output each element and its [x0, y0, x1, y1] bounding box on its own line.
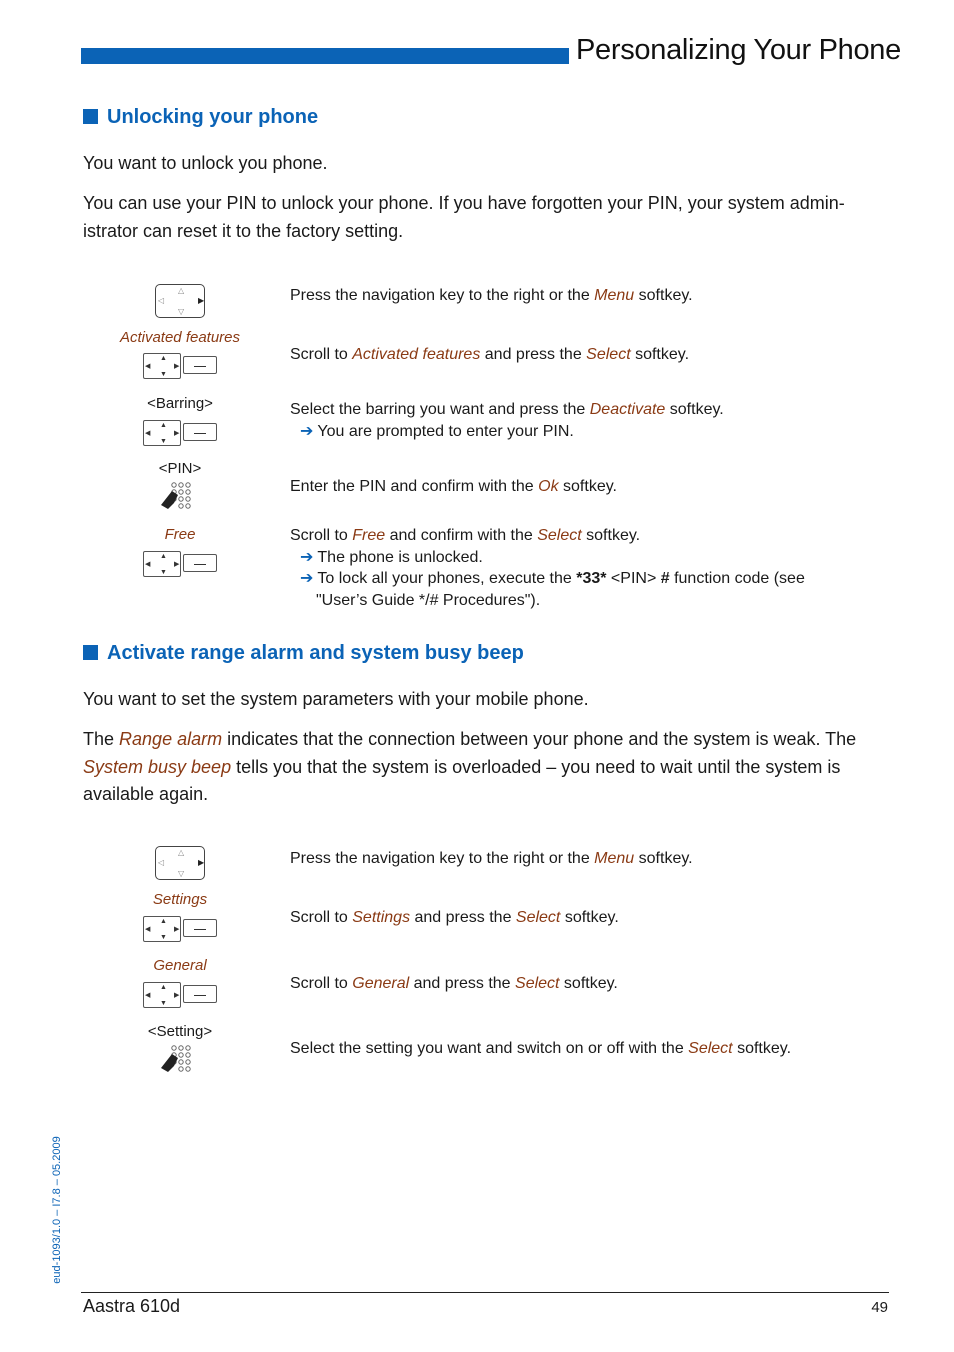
step-text: Select the barring you want and press the Deactivate softkey. ➔ You are prompted to enter your PIN.	[290, 399, 724, 442]
nav-right-key-icon: △ ▽ ◁ ▶	[155, 846, 205, 880]
footer-product: Aastra 610d	[83, 1296, 181, 1316]
step-label: <Barring>	[147, 395, 213, 412]
result-arrow-icon: ➔	[300, 548, 314, 566]
step-label: Activated features	[119, 329, 241, 346]
softkey-icon	[183, 356, 217, 374]
section-heading-unlocking	[83, 106, 318, 129]
section-heading-range-alarm	[83, 642, 524, 665]
result-arrow-icon: ➔	[300, 422, 314, 440]
section2-paragraph: The Range alarm indicates that the connection between your phone and the system is weak. The System busy beep tells you that the system is overloaded – you need to wait until the system is available again.	[83, 729, 857, 804]
nav-right-key-icon: △ ▽ ◁ ▶	[155, 284, 205, 318]
softkey-icon	[183, 554, 217, 572]
navigation-pad-icon: ▲ ▼ ◀ ▶	[145, 918, 180, 941]
step-text: Scroll to Free and confirm with the Select softkey. ➔ The phone is unlocked. ➔ To lock all your phones, execute the *33* <PIN> # function code (see "User’s Guide */# Procedures").	[290, 525, 805, 611]
step-result: ➔ To lock all your phones, execute the *33* <PIN> # function code (see	[300, 570, 805, 587]
section-heading-text: Unlocking your phone	[107, 106, 319, 128]
header-bar	[81, 48, 569, 64]
step-text: Press the navigation key to the right or the Menu softkey.	[290, 287, 693, 304]
section-bullet-icon	[83, 109, 98, 124]
section1-intro: You want to unlock you phone.	[83, 153, 328, 173]
step-result: ➔ You are prompted to enter your PIN.	[300, 422, 574, 440]
step-text: Select the setting you want and switch on or off with the Select softkey.	[290, 1040, 792, 1057]
result-arrow-icon: ➔	[300, 570, 314, 587]
step-result: ➔ The phone is unlocked.	[300, 548, 483, 566]
document-code: eud-1093/1.0 – I7.8 – 05.2009	[51, 1136, 63, 1284]
section-heading-text: Activate range alarm and system busy beep	[107, 642, 524, 664]
step-text: Scroll to General and press the Select softkey.	[290, 975, 618, 992]
step-text: Scroll to Activated features and press the Select softkey.	[290, 346, 690, 363]
softkey-icon	[183, 985, 217, 1003]
step-result-continuation: "User’s Guide */# Procedures").	[316, 591, 541, 609]
section2-intro: You want to set the system parameters with your mobile phone.	[83, 689, 589, 709]
softkey-icon	[183, 919, 217, 937]
navigation-pad-icon: ▲ ▼ ◀ ▶	[145, 553, 180, 576]
page-title: Personalizing Your Phone	[576, 34, 901, 66]
step-text: Enter the PIN and confirm with the Ok softkey.	[290, 478, 617, 495]
step-text: Press the navigation key to the right or the Menu softkey.	[290, 850, 693, 867]
navigation-pad-icon: ▲ ▼ ◀ ▶	[145, 422, 180, 445]
step-label: Free	[164, 526, 196, 543]
section1-paragraph: You can use your PIN to unlock your phone. If you have forgotten your PIN, your system admin-istrator can reset it to the factory setting.	[83, 193, 845, 241]
navigation-pad-icon: ▲ ▼ ◀ ▶	[145, 355, 180, 378]
step-label: <Setting>	[147, 1023, 213, 1040]
keypad-icon	[160, 1044, 196, 1074]
page-number: 49	[871, 1299, 888, 1316]
step-label: General	[153, 957, 207, 974]
step-label: <PIN>	[158, 460, 202, 477]
section-bullet-icon	[83, 645, 98, 660]
softkey-icon	[183, 423, 217, 441]
navigation-pad-icon: ▲ ▼ ◀ ▶	[145, 984, 180, 1007]
footer-divider	[81, 1292, 889, 1293]
step-label: Settings	[152, 891, 208, 908]
keypad-icon	[160, 481, 196, 511]
step-text: Scroll to Settings and press the Select softkey.	[290, 909, 619, 926]
